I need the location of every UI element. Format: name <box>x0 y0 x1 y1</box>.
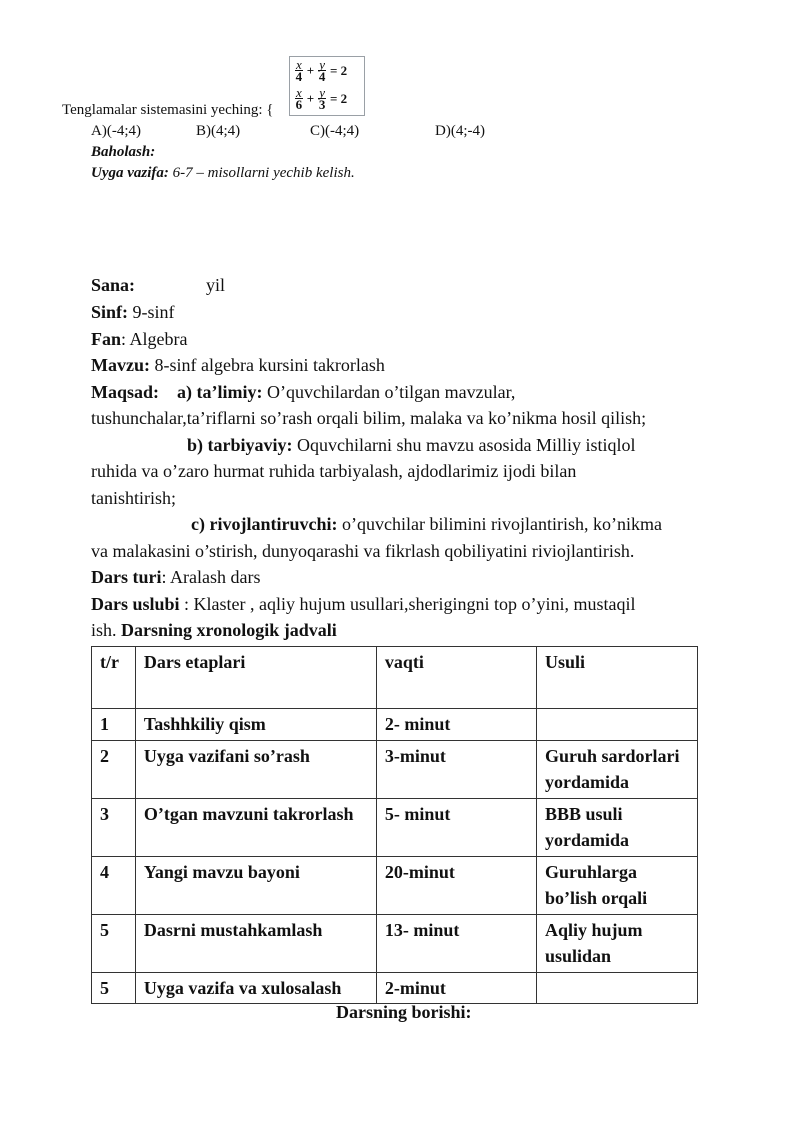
goal-b-label: b) tarbiyaviy: <box>187 435 293 455</box>
grade-line <box>91 302 175 323</box>
header-cell: vaqti <box>376 647 536 709</box>
table-cell: Guruh sardorlari yordamida <box>536 740 697 798</box>
table-row <box>92 972 698 1004</box>
table-cell: 2-minut <box>376 972 536 1004</box>
table-cell: 2 <box>92 740 136 798</box>
lesson-method-line <box>91 594 636 615</box>
subject-label: Fan <box>91 329 122 349</box>
lesson-method-value: : Klaster , aqliy hujum usullari,sherigingni top o’yini, mustaqil <box>179 594 636 614</box>
option-d: D)(4;-4) <box>435 123 485 139</box>
table-row <box>92 914 698 972</box>
homework-line <box>91 165 355 182</box>
grade-value: 9-sinf <box>128 302 175 322</box>
table-cell: 5 <box>92 972 136 1004</box>
grade-label: Sinf: <box>91 302 129 322</box>
table-row <box>92 709 698 741</box>
table-cell: O’tgan mavzuni takrorlash <box>135 798 376 856</box>
goal-label: Maqsad: <box>91 382 160 402</box>
table-cell: Yangi mavzu bayoni <box>135 856 376 914</box>
goal-line <box>91 382 515 403</box>
table-cell: BBB usuli yordamida <box>536 798 697 856</box>
option-a: A)(-4;4) <box>91 123 141 139</box>
table-cell: 5- minut <box>376 798 536 856</box>
header-cell: Dars etaplari <box>135 647 376 709</box>
table-header-row <box>92 647 698 709</box>
topic-line <box>91 355 385 376</box>
equation-2: $\frac{x}{6}$ + $\frac{y}{3}$ = 2 <box>295 85 348 112</box>
goal-c-label: c) rivojlantiruvchi: <box>191 514 338 534</box>
table-cell: Aqliy hujum usulidan <box>536 914 697 972</box>
table-cell: Guruhlarga bo’lish orqali <box>536 856 697 914</box>
date-line <box>91 275 135 296</box>
goal-b-continuation-2: tanishtirish; <box>91 488 176 508</box>
subject-value: : Algebra <box>121 329 188 349</box>
assessment-label: Baholash: <box>91 144 156 160</box>
lesson-type-line <box>91 567 260 588</box>
table-cell <box>536 709 697 741</box>
table-cell: Uyga vazifa va xulosalash <box>135 972 376 1004</box>
header-cell: t/r <box>92 647 136 709</box>
schedule-title: Darsning xronologik jadvali <box>121 620 337 640</box>
goal-b-continuation-1: ruhida va o’zaro hurmat ruhida tarbiyalash, ajdodlarimiz ijodi bilan <box>91 461 577 481</box>
goal-a-text: O’quvchilardan o’tilgan mavzular, <box>262 382 516 402</box>
lesson-type-label: Dars turi <box>91 567 162 587</box>
table-cell: Dasrni mustahkamlash <box>135 914 376 972</box>
topic-value: 8-sinf algebra kursini takrorlash <box>149 355 385 375</box>
goal-c-line <box>191 514 662 535</box>
homework-label: Uyga vazifa: <box>91 165 169 181</box>
lesson-method-continuation: ish. Darsning xronologik jadvali <box>91 620 337 640</box>
task-prompt: Tenglamalar sistemasini yeching: { <box>62 102 274 118</box>
topic-label: Mavzu: <box>91 355 150 375</box>
goal-a-continuation: tushunchalar,ta’riflarni so’rash orqali bilim, malaka va ko’nikma hosil qilish; <box>91 408 647 428</box>
lesson-method-label: Dars uslubi <box>91 594 180 614</box>
table-row <box>92 740 698 798</box>
date-value: yil <box>206 275 226 295</box>
table-row <box>92 856 698 914</box>
date-label: Sana: <box>91 275 136 295</box>
equation-system-image <box>289 56 365 116</box>
goal-b-line <box>187 435 635 456</box>
table-cell: 20-minut <box>376 856 536 914</box>
header-cell: Usuli <box>536 647 697 709</box>
homework-text: 6-7 – misollarni yechib kelish. <box>168 165 355 181</box>
table-row <box>92 798 698 856</box>
equation-1: $\frac{x}{4}$ + $\frac{y}{4}$ = 2 <box>295 57 348 84</box>
goal-c-text: o’quvchilar bilimini rivojlantirish, ko’nikma <box>337 514 662 534</box>
footer-heading: Darsning borishi: <box>336 1002 472 1022</box>
lesson-type-value: : Aralash dars <box>161 567 261 587</box>
table-cell <box>536 972 697 1004</box>
table-cell: Tashhkiliy qism <box>135 709 376 741</box>
table-cell: 5 <box>92 914 136 972</box>
table-cell: 2- minut <box>376 709 536 741</box>
goal-c-continuation: va malakasini o’stirish, dunyoqarashi va fikrlash qobiliyatini riviojlantirish. <box>91 541 635 561</box>
table-cell: 3-minut <box>376 740 536 798</box>
table-cell: 3 <box>92 798 136 856</box>
table-cell: 13- minut <box>376 914 536 972</box>
schedule-table <box>91 646 698 1004</box>
table-cell: Uyga vazifani so’rash <box>135 740 376 798</box>
option-c: C)(-4;4) <box>310 123 360 139</box>
option-b: B)(4;4) <box>196 123 241 139</box>
subject-line <box>91 329 188 350</box>
goal-b-text: Oquvchilarni shu mavzu asosida Milliy istiqlol <box>292 435 636 455</box>
table-cell: 4 <box>92 856 136 914</box>
table-cell: 1 <box>92 709 136 741</box>
goal-a-label: a) ta’limiy: <box>177 382 263 402</box>
